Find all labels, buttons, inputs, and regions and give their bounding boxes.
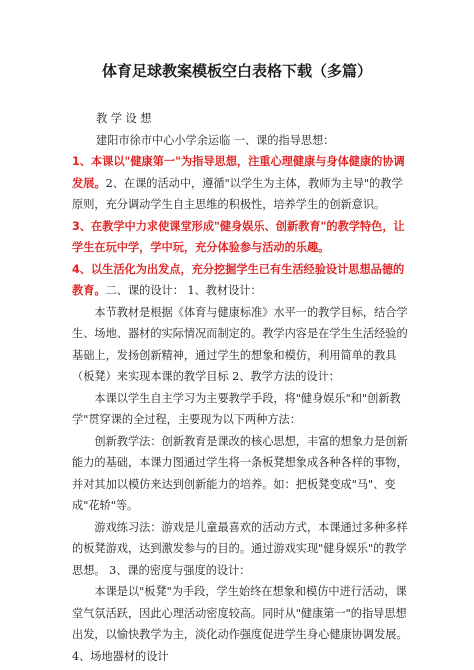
document-body (72, 108, 410, 667)
section-heading: 教 学 设 想 (96, 112, 152, 125)
item-4-line (72, 259, 410, 302)
innovation-paragraph: 创新教学法：创新教育是课改的核心思想，丰富的想象力是创新能力的基础，本课力图通过学生将一条板凳想象成各种各样的事物，并对其加以模仿来达到创新能力的培养。如：把板凳变成"马"、变成"花轿"等。 (72, 434, 408, 512)
item-3-highlight: 3、在教学中力求使课堂形成"健身娱乐、创新教育"的教学特色，让学生在玩中学，学中玩，充分体验参与活动的乐趣。 (72, 219, 405, 254)
method-paragraph: 本课以学生自主学习为主要教学手段，将"健身娱乐"和"创新教学"贯穿课的全过程，主要现为以下两种方法： (72, 391, 401, 426)
item-1-highlight: 1、本课以"健康第一"为指导思想，注重心理健康与身体健康的协调发展。 (72, 155, 405, 190)
density-paragraph: 本课是以"板凳"为手段，学生始终在想象和模仿中进行活动，课堂气氛活跃，因此心理活动密度较高。同时从"健康第一"的指导思想出发，以愉快教学为主，淡化动作强度促进学生身心健康协调发展。 (72, 585, 408, 641)
game-paragraph: 游戏练习法：游戏是儿童最喜欢的活动方式，本课通过多种多样的板凳游戏，达到激发参与的目的。通过游戏实现"健身娱乐"的教学思想。 3、课的密度与强度的设计： (72, 520, 408, 577)
item-4-highlight: 4、以生活化为出发点，充分挖掘学生已有生活经验设计思想品德的教育。 (72, 262, 405, 297)
document-title: 体育足球教案模板空白表格下载（多篇） (101, 62, 372, 80)
item-4-rest: 二、课的设计： 1、教材设计： (105, 284, 262, 297)
material-paragraph: 本节教材是根据《体育与健康标准》水平一的教学目标，结合学生、场地、器材的实际情况而制定的。教学内容是在学生生活经验的基础上，发扬创新精神，通过学生的想象和模仿，利用简单的教具（板凳）来实现本课的教学目标 2、教学方法的设计： (72, 305, 408, 383)
item-2-text: 2、在课的活动中，遵循"以学生为主体，教师为主导"的教学原则，充分调动学生自主思维的积极性，培养学生的创新意识。 (72, 176, 403, 211)
venue-item: 4、场地器材的设计 (72, 649, 169, 663)
school-line: 建阳市徐市中心小学余运临 一、课的指导思想： (96, 133, 335, 147)
guiding-items (72, 151, 410, 216)
